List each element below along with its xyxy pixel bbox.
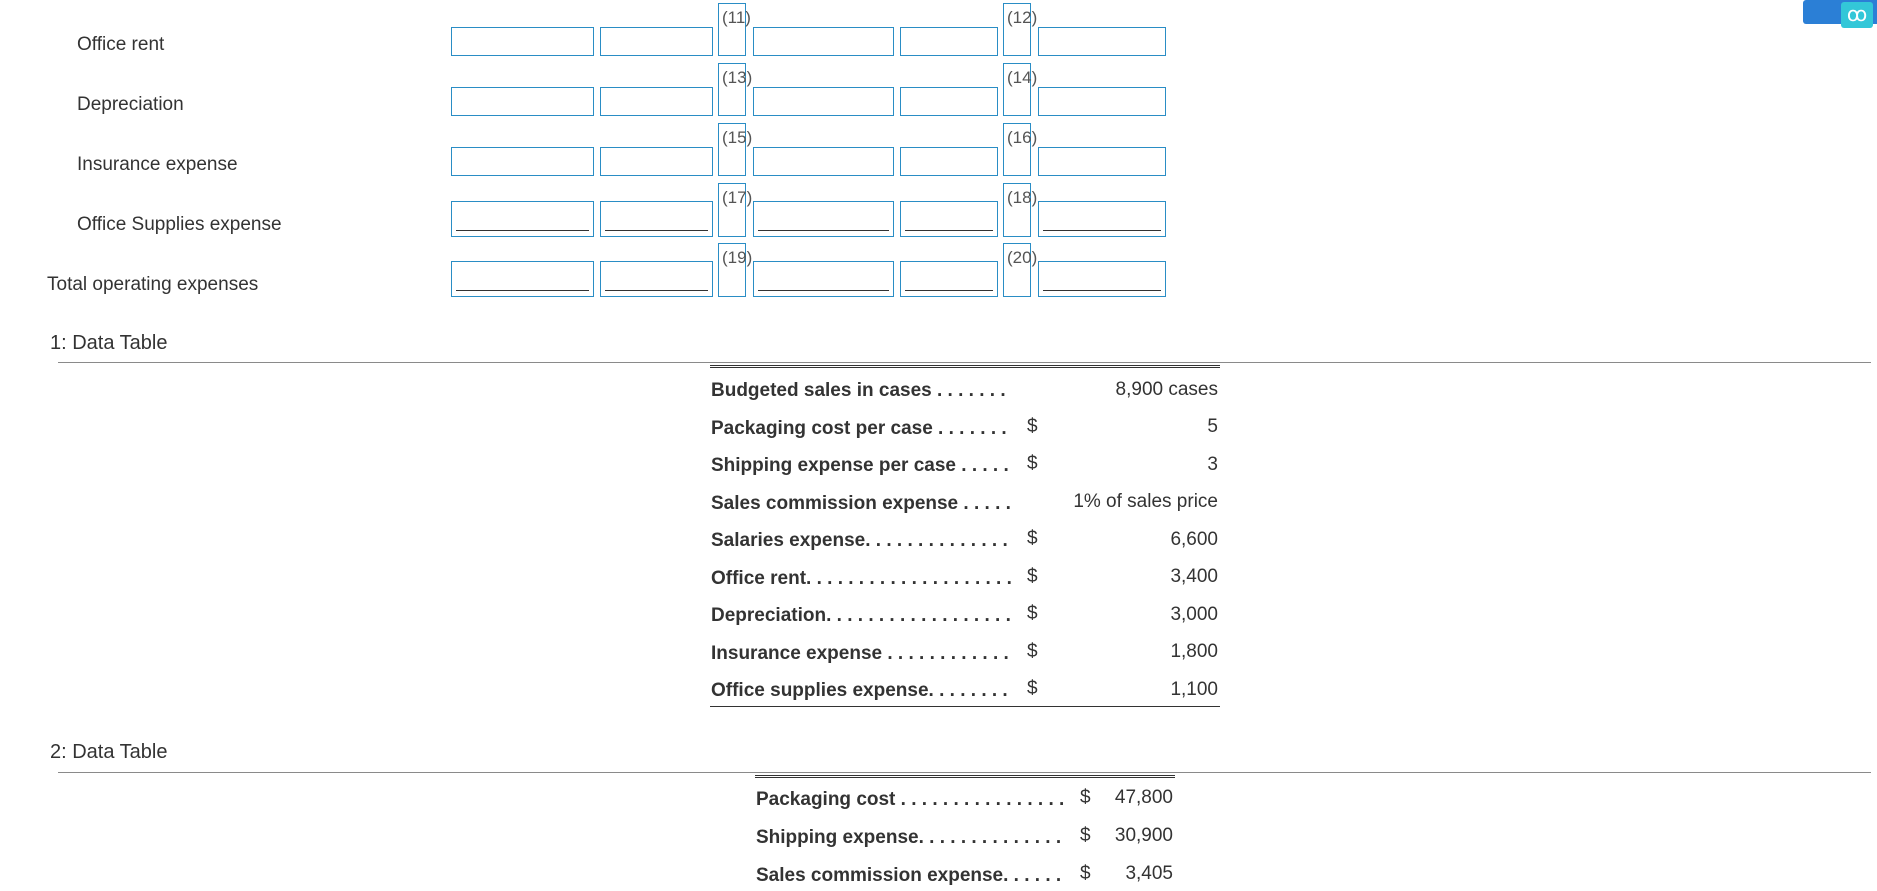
input-insurance-2[interactable] — [600, 147, 713, 176]
dt1-label: Insurance expense . . . . . . . . . . . . — [711, 643, 1009, 664]
dt1-label: Packaging cost per case . . . . . . . — [711, 418, 1007, 439]
chain-link-icon[interactable]: ꝏ — [1841, 2, 1873, 28]
dt1-value: 1,800 — [1170, 641, 1218, 662]
input-office-rent-1[interactable] — [451, 27, 594, 56]
dt1-dollar: $ — [1027, 678, 1038, 699]
dt2-label: Shipping expense. . . . . . . . . . . . . . — [756, 827, 1062, 848]
ref-label-13: (13) — [722, 68, 753, 87]
input-office-rent-5[interactable] — [1038, 27, 1166, 56]
data-table-2-divider — [58, 772, 1871, 773]
dt1-value: 1% of sales price — [1073, 491, 1218, 512]
dt1-dollar: $ — [1027, 566, 1038, 587]
input-office-supplies-1[interactable] — [451, 201, 594, 237]
dt1-dollar: $ — [1027, 416, 1038, 437]
input-office-rent-4[interactable] — [900, 27, 998, 56]
dt1-dollar: $ — [1027, 641, 1038, 662]
input-total-5[interactable] — [1038, 261, 1166, 297]
dt1-label: Office rent. . . . . . . . . . . . . . . . . . . . — [711, 568, 1012, 589]
dt2-dollar: $ — [1080, 787, 1091, 808]
ref-label-17: (17) — [722, 188, 753, 207]
ref-label-19: (19) — [722, 248, 753, 267]
input-office-supplies-3[interactable] — [753, 201, 894, 237]
dt2-label: Sales commission expense. . . . . . — [756, 865, 1062, 886]
input-office-supplies-5[interactable] — [1038, 201, 1166, 237]
input-depreciation-3[interactable] — [753, 87, 894, 116]
input-office-rent-2[interactable] — [600, 27, 713, 56]
data-table-2-top-rule — [755, 775, 1175, 778]
data-table-1-title: 1: Data Table — [50, 332, 168, 354]
dt1-dollar: $ — [1027, 603, 1038, 624]
data-table-1-divider — [58, 362, 1871, 363]
dt1-value: 3,400 — [1170, 566, 1218, 587]
input-depreciation-4[interactable] — [900, 87, 998, 116]
ref-label-14: (14) — [1007, 68, 1038, 87]
data-table-1-bottom-rule — [710, 706, 1220, 707]
row-label-office-rent: Office rent — [77, 34, 165, 55]
ref-label-18: (18) — [1007, 188, 1038, 207]
data-table-1-top-rule — [710, 365, 1220, 368]
row-label-insurance-expense: Insurance expense — [77, 154, 238, 175]
dt1-label: Sales commission expense . . . . . — [711, 493, 1011, 514]
dt1-value: 6,600 — [1170, 529, 1218, 550]
input-insurance-1[interactable] — [451, 147, 594, 176]
dt1-value: 3 — [1207, 454, 1218, 475]
row-label-total-operating-expenses: Total operating expenses — [47, 274, 259, 295]
input-office-supplies-2[interactable] — [600, 201, 713, 237]
dt2-label: Packaging cost . . . . . . . . . . . . . . . . — [756, 789, 1065, 810]
dt2-dollar: $ — [1080, 863, 1091, 884]
ref-label-16: (16) — [1007, 128, 1038, 147]
ref-label-20: (20) — [1007, 248, 1038, 267]
dt1-label: Budgeted sales in cases . . . . . . . — [711, 380, 1006, 401]
input-insurance-4[interactable] — [900, 147, 998, 176]
ref-label-15: (15) — [722, 128, 753, 147]
dt1-value: 8,900 cases — [1115, 379, 1218, 400]
input-insurance-5[interactable] — [1038, 147, 1166, 176]
input-office-supplies-4[interactable] — [900, 201, 998, 237]
dt1-value: 3,000 — [1170, 604, 1218, 625]
row-label-office-supplies-expense: Office Supplies expense — [77, 214, 282, 235]
dt1-label: Office supplies expense. . . . . . . . — [711, 680, 1008, 701]
dt1-value: 1,100 — [1170, 679, 1218, 700]
input-total-2[interactable] — [600, 261, 713, 297]
dt1-label: Shipping expense per case . . . . . — [711, 455, 1009, 476]
dt2-dollar: $ — [1080, 825, 1091, 846]
input-depreciation-2[interactable] — [600, 87, 713, 116]
dt1-value: 5 — [1207, 416, 1218, 437]
data-table-2-title: 2: Data Table — [50, 741, 168, 763]
input-office-rent-3[interactable] — [753, 27, 894, 56]
input-total-1[interactable] — [451, 261, 594, 297]
ref-label-12: (12) — [1007, 8, 1038, 27]
dt2-value: 30,900 — [1114, 825, 1173, 846]
dt1-label: Salaries expense. . . . . . . . . . . . . . — [711, 530, 1008, 551]
dt1-dollar: $ — [1027, 528, 1038, 549]
input-depreciation-5[interactable] — [1038, 87, 1166, 116]
ref-label-11: (11) — [722, 8, 751, 27]
dt2-value: 47,800 — [1114, 787, 1173, 808]
input-depreciation-1[interactable] — [451, 87, 594, 116]
input-insurance-3[interactable] — [753, 147, 894, 176]
dt2-value: 3,405 — [1125, 863, 1173, 884]
dt1-dollar: $ — [1027, 453, 1038, 474]
row-label-depreciation: Depreciation — [77, 94, 184, 115]
dt1-label: Depreciation. . . . . . . . . . . . . . . . . . — [711, 605, 1011, 626]
input-total-4[interactable] — [900, 261, 998, 297]
input-total-3[interactable] — [753, 261, 894, 297]
